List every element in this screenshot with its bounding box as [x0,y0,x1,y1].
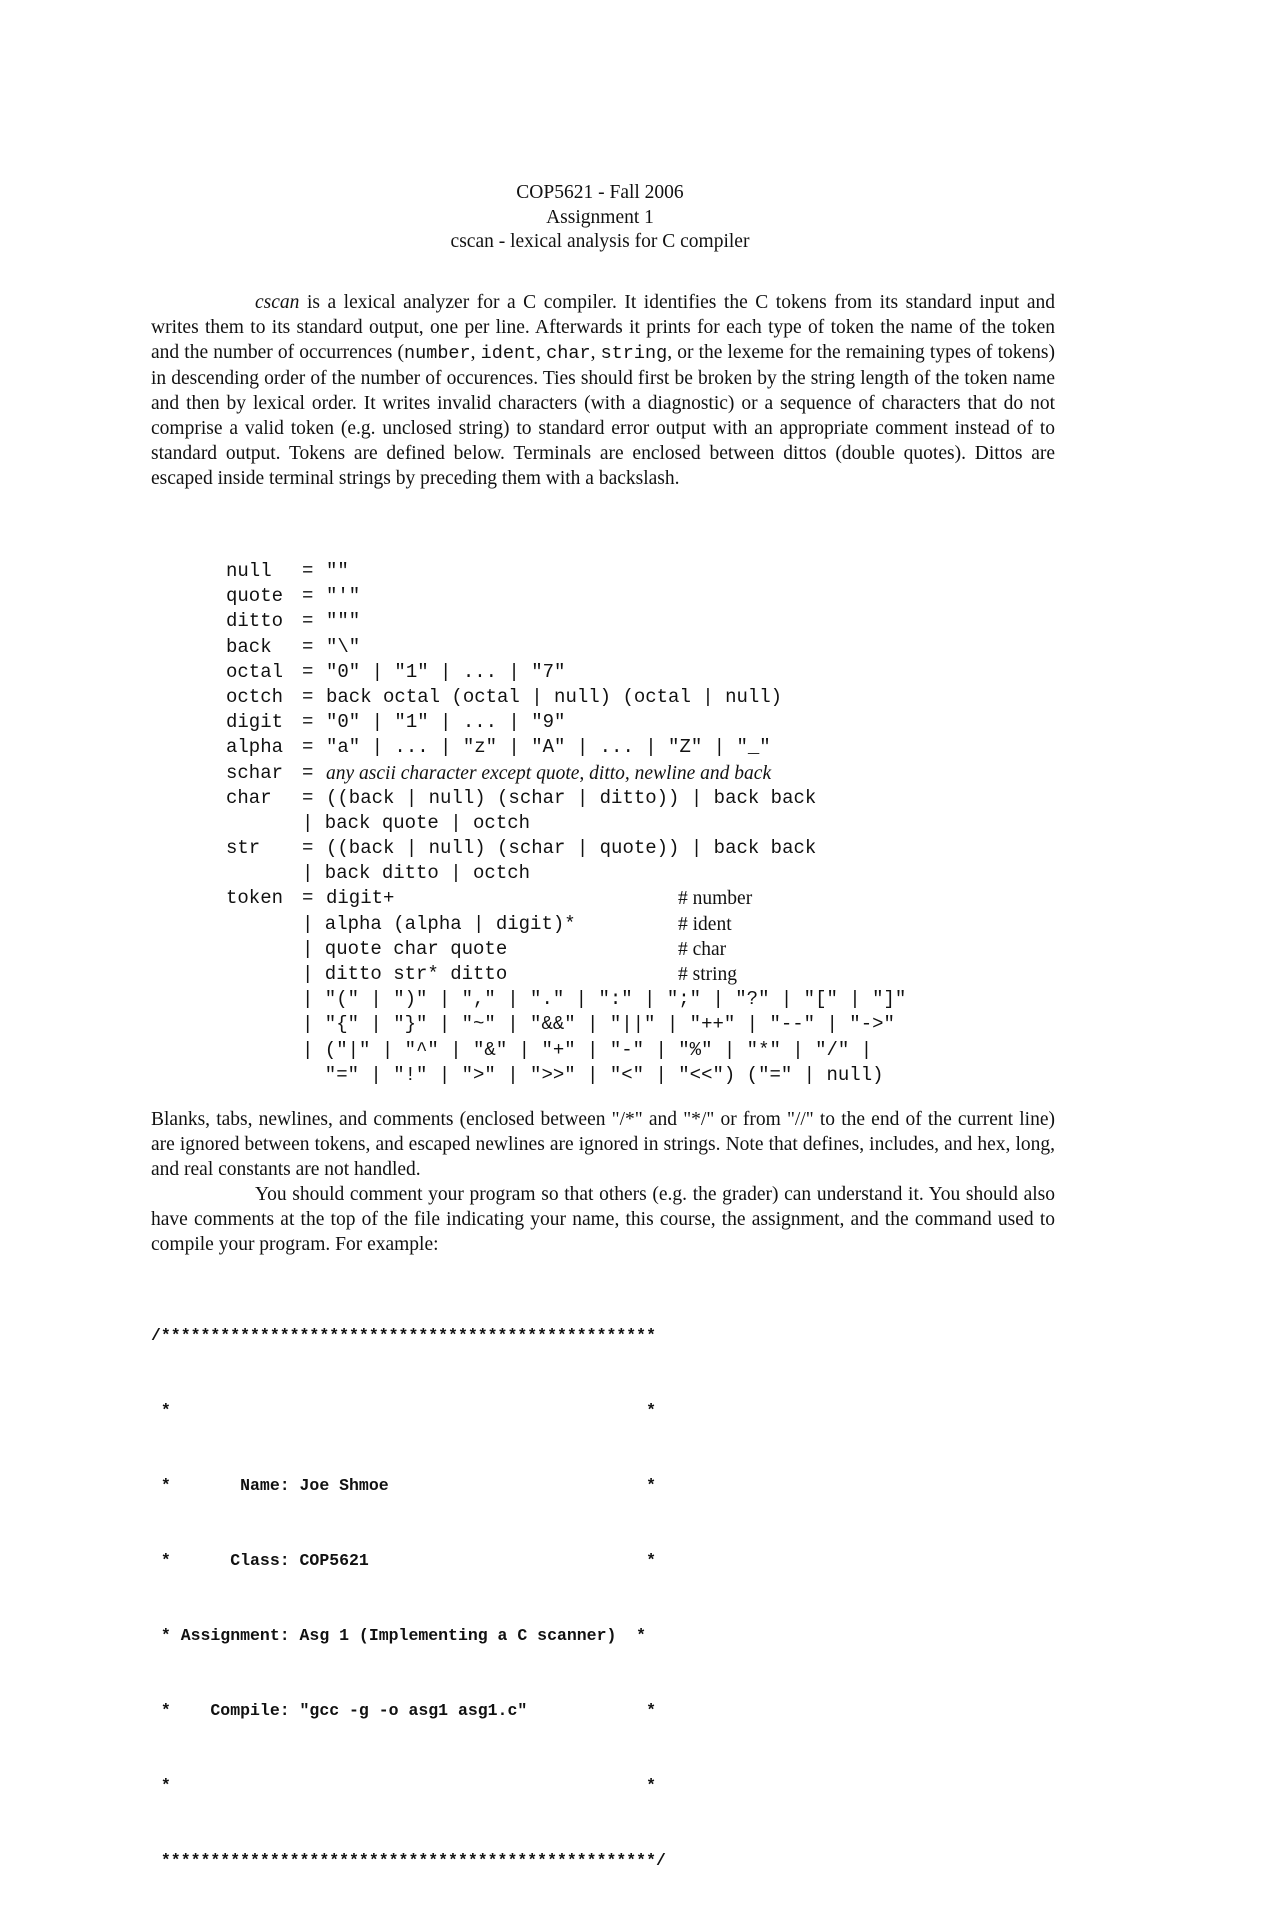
grammar-rule-digit: digit = "0" | "1" | ... | "9" [226,711,566,734]
grammar-rule-token-char: | quote char quote # char [226,937,1126,962]
grammar-rule-char-cont: | back quote | octch [302,811,531,834]
grammar-rule-token-punct2: | "{" | "}" | "~" | "&&" | "||" | "++" | "--" | "->" [302,1013,895,1036]
grammar-rule-char: char = ((back | null) (schar | ditto)) | back back [226,786,817,809]
comment-number: # number [678,888,753,910]
grammar-rule-octch: octch = back octal (octal | null) (octal | null) [226,685,783,708]
code-line: /************************************************** [151,1326,656,1345]
grammar-rule-octal: octal = "0" | "1" | ... | "7" [226,660,566,683]
code-line: * Class: COP5621 * [151,1551,656,1570]
grammar-rule-token-ops2: "=" | "!" | ">" | ">>" | "<" | "<<") ("=" | null) [302,1063,884,1086]
grammar-rule-ditto: ditto = """ [226,610,361,633]
grammar-rule-null: null = "" [226,560,349,582]
code-line: * * [151,1776,656,1795]
intro-paragraph: cscan is a lexical analyzer for a C compiler. It identifies the C tokens from its standard input and writes them to its standard output, one per line. Afterwards it prints for each type of token the name of the token and the number of occurrences (number, ident, char, string, or the lexeme for the remaining types of tokens) in descending order of the number of occurences. Ties should first be broken by the string length of the token name and then by lexical order. It writes invalid characters (with a diagnostic) or a sequence of characters that do not comprise a valid token (e.g. unclosed string) to standard error output with an appropriate comment instead of to standard output. Tokens are defined below. Terminals are enclosed between dittos (double quotes). Dittos are escaped inside terminal strings by preceding them with a backslash. [151,292,1055,489]
grammar-rule-token-punct1: | "(" | ")" | "," | "." | ":" | ";" | "?" | "[" | "]" [302,988,907,1011]
kw-char: char [546,343,591,364]
cscan-term: cscan [255,292,300,313]
document-title [0,181,1200,255]
grammar-rule-str-cont: | back ditto | octch [302,862,531,885]
comment-string: # string [678,964,738,985]
token-grammar [226,559,1126,1088]
grammar-rule-token-string: | ditto str* ditto # string [226,962,1126,987]
comment-ident: # ident [678,913,732,935]
kw-ident: ident [480,343,537,364]
code-line: * Compile: "gcc -g -o asg1 asg1.c" * [151,1701,656,1720]
code-line: * * [151,1401,656,1420]
course-line: COP5621 - Fall 2006 [516,182,684,203]
subtitle-line: cscan - lexical analysis for C compiler [450,231,750,252]
code-line: **************************************************/ [151,1851,666,1870]
code-line: * Name: Joe Shmoe * [151,1476,656,1495]
blanks-paragraph: Blanks, tabs, newlines, and comments (enclosed between "/*" and "*/" or from "//" to the end of the current line) are ignored between tokens, and escaped newlines are ignored in strings. Note that defines, includes, and hex, long, and real constants are not handled. [151,1109,1055,1180]
assignment-line: Assignment 1 [546,206,654,228]
grammar-rule-token: token = digit+ # number [226,886,1126,911]
grammar-rule-token-ident: | alpha (alpha | digit)* # ident [226,912,1126,937]
kw-number: number [404,343,471,364]
code-line: * Assignment: Asg 1 (Implementing a C scanner) * [151,1626,647,1645]
grammar-rule-quote: quote = "'" [226,585,361,608]
comment-instructions-paragraph: You should comment your program so that others (e.g. the grader) can understand it. You should also have comments at the top of the file indicating your name, this course, the assignment, and the command used to compile your program. For example: [151,1184,1055,1255]
kw-string: string [600,343,668,364]
grammar-rule-schar: schar = any ascii character except quote, ditto, newline and back [226,761,772,784]
grammar-rule-str: str = ((back | null) (schar | quote)) | back back [226,837,817,860]
grammar-rule-back: back = "\" [226,635,361,658]
grammar-rule-alpha: alpha = "a" | ... | "z" | "A" | ... | "Z" | "_" [226,736,771,759]
example-header-comment [151,1273,666,1923]
grammar-rule-token-ops1: | ("|" | "^" | "&" | "+" | "-" | "%" | "*" | "/" | [302,1038,873,1061]
comment-char: # char [678,938,727,960]
